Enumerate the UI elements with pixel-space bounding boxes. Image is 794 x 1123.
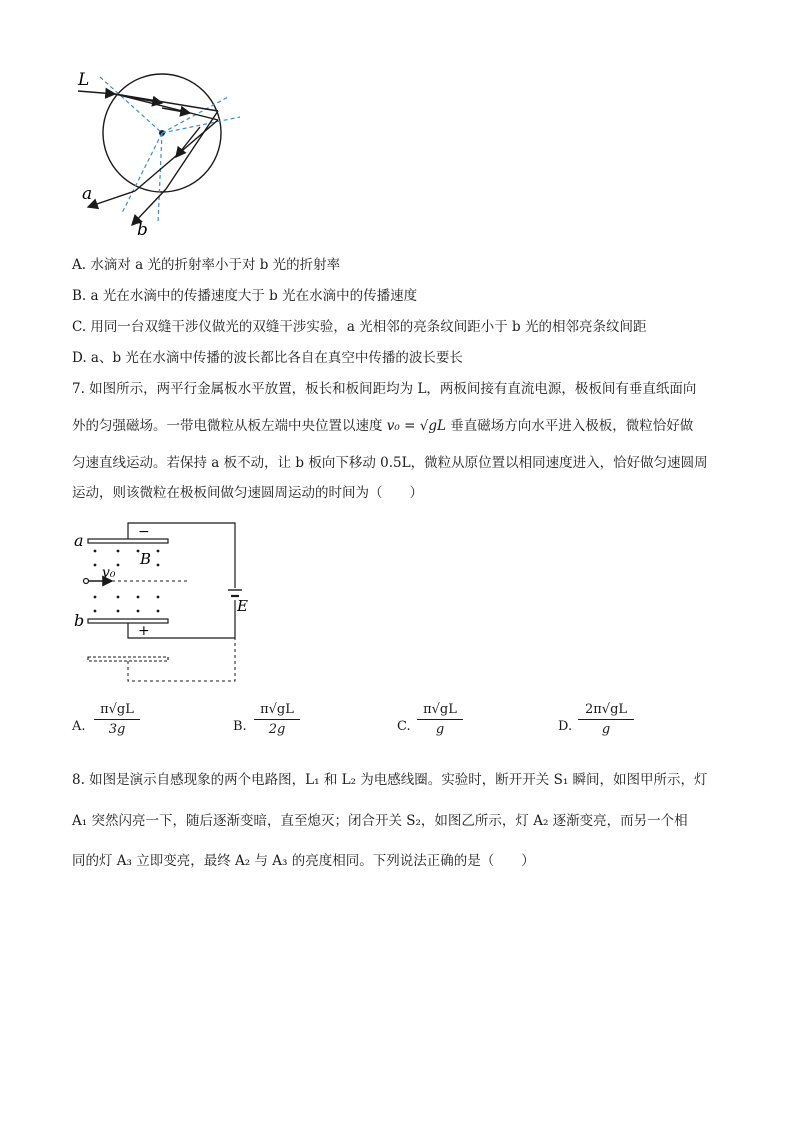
- q7-line-3: 匀速直线运动。若保持 a 板不动，让 b 板向下移动 0.5L，微粒从原位置以相同速度进入，恰好做匀速圆周: [72, 455, 708, 471]
- plate-b: [88, 619, 168, 623]
- label-B: B: [140, 550, 152, 568]
- q7-option-c-den: g: [435, 722, 445, 737]
- normal-line-2: [162, 117, 240, 133]
- q7-line-1: 7. 如图所示，两平行金属板水平放置，板长和板间距均为 L，两板间接有直流电源，极板间有垂直纸面向: [72, 381, 697, 397]
- wire-dashed: [128, 638, 235, 681]
- incident-ray: [78, 91, 115, 94]
- q7-option-d-den: g: [601, 722, 611, 737]
- q6-option-a: A. 水滴对 a 光的折射率小于对 b 光的折射率: [72, 257, 341, 273]
- q8-line-3: 同的灯 A₃ 立即变亮，最终 A₂ 与 A₃ 的亮度相同。下列说法正确的是（ ）: [72, 853, 535, 869]
- q7-option-c-num: π√gL: [417, 702, 463, 720]
- q7-option-d-fraction: [578, 702, 634, 737]
- q7-option-c-letter: C.: [397, 719, 411, 734]
- q6-option-c: C. 用同一台双缝干涉仪做光的双缝干涉实验，a 光相邻的亮条纹间距小于 b 光的相邻亮条纹间距: [72, 319, 647, 335]
- q7-option-a-fraction: [94, 702, 140, 737]
- plate-a: [88, 539, 168, 543]
- q7-line-2: [72, 417, 693, 435]
- normal-line-5: [158, 133, 162, 223]
- moved-plate-b: [88, 657, 168, 661]
- label-E: E: [237, 597, 248, 615]
- q7-option-a-num: π√gL: [94, 702, 140, 720]
- label-v0: v₀: [102, 565, 116, 581]
- label-a: a: [82, 184, 93, 204]
- q7-line-2a: 外的匀强磁场。一带电微粒从板左端中央位置以速度: [72, 418, 383, 434]
- reflected-arrow-1: [176, 127, 200, 157]
- q7-option-b-den: 2g: [268, 722, 286, 737]
- q7-option-d-letter: D.: [558, 719, 573, 734]
- q7-option-c-fraction: [417, 702, 463, 737]
- q7-line-4: 运动，则该微粒在极板间做匀速圆周运动的时间为（ ）: [72, 485, 423, 501]
- plates-circuit-figure: [70, 518, 260, 688]
- minus-sign: −: [138, 524, 150, 540]
- droplet-figure: [70, 65, 250, 240]
- q6-option-b: B. a 光在水滴中的传播速度大于 b 光在水滴中的传播速度: [72, 288, 418, 304]
- particle: [84, 579, 89, 584]
- q7-option-a-den: 3g: [108, 722, 126, 737]
- label-b: b: [137, 220, 148, 240]
- label-plate-a: a: [74, 531, 84, 550]
- label-L: L: [78, 70, 90, 90]
- field-dots-bottom: [94, 596, 160, 613]
- label-plate-b: b: [74, 611, 85, 630]
- q7-option-b-num: π√gL: [254, 702, 300, 720]
- q8-line-1: 8. 如图是演示自感现象的两个电路图，L₁ 和 L₂ 为电感线圈。实验时，断开开关 S₁ 瞬间，如图甲所示，灯: [72, 772, 708, 788]
- reflected-ray-b: [166, 111, 218, 189]
- q7-line-2b: 垂直磁场方向水平进入极板，微粒恰好做: [450, 418, 694, 434]
- q7-option-a-letter: A.: [72, 719, 86, 734]
- q7-option-b-fraction: [254, 702, 300, 737]
- q8-line-2: A₁ 突然闪亮一下，随后逐渐变暗，直至熄灭；闭合开关 S₂，如图乙所示，灯 A₂ 逐渐变亮，而另一个相: [72, 813, 688, 829]
- v0-formula: v₀ = √gL: [386, 418, 446, 434]
- q6-option-d: D. a、b 光在水滴中传播的波长都比各自在真空中传播的波长要长: [72, 350, 463, 366]
- q7-option-b-letter: B.: [233, 719, 247, 734]
- inner-ray-1: [115, 94, 218, 120]
- plus-sign: +: [138, 623, 150, 639]
- q7-option-d-num: 2π√gL: [578, 702, 634, 720]
- outgoing-ray-a: [88, 191, 135, 207]
